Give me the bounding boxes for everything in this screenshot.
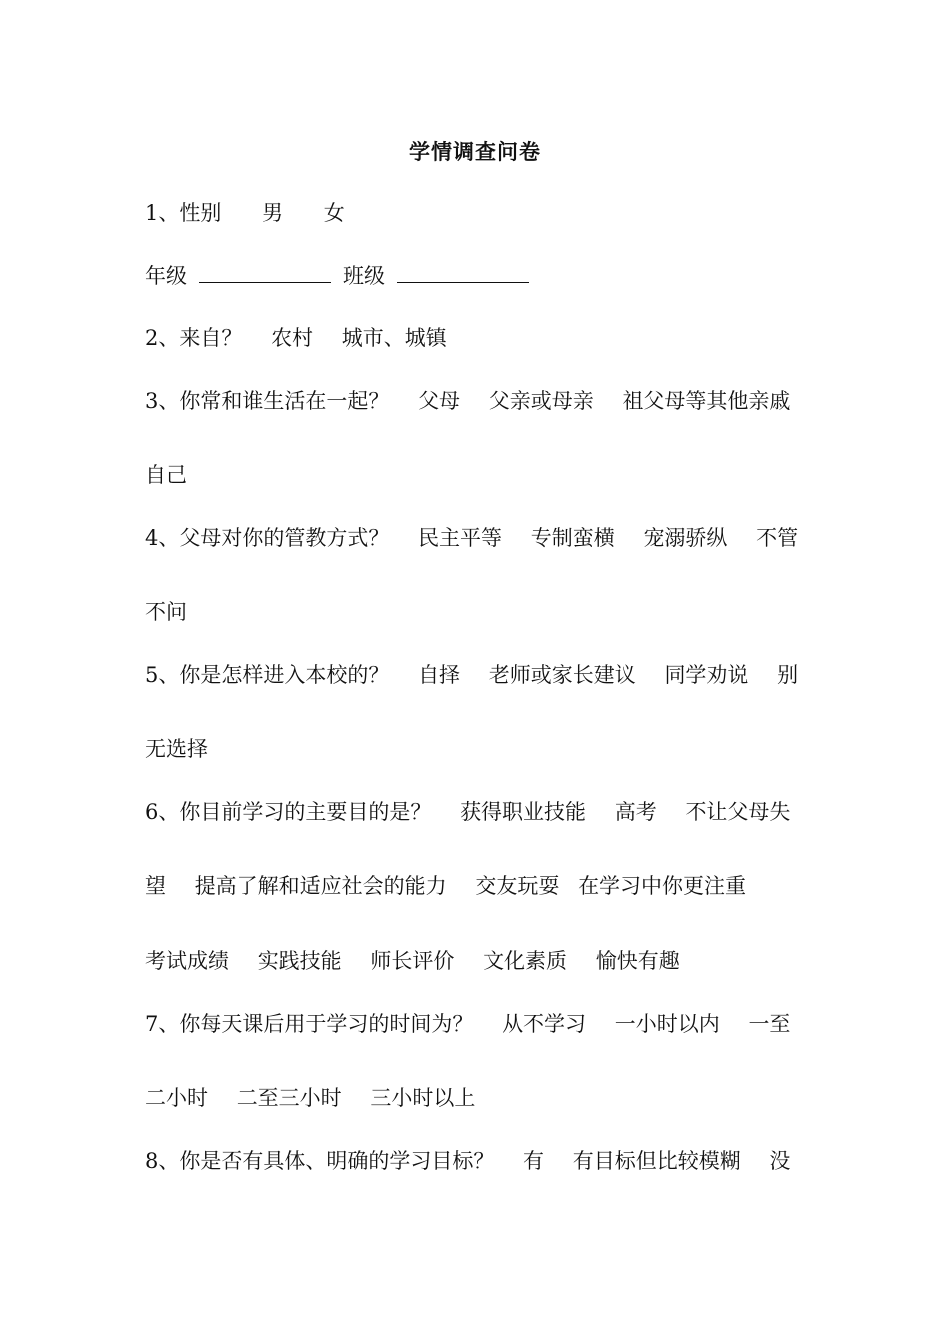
option-teacher-evaluation[interactable]: 师长评价 <box>370 949 455 973</box>
question-5-cont <box>145 734 815 764</box>
option-no-choice-part2[interactable]: 无选择 <box>145 737 208 761</box>
option-one-to-two-hours-part2[interactable]: 二小时 <box>145 1086 208 1110</box>
option-college-exam[interactable]: 高考 <box>614 800 657 824</box>
page-title: 学情调查问卷 <box>409 139 541 164</box>
option-teacher-parent-advice[interactable]: 老师或家长建议 <box>488 663 636 687</box>
question-6-label: 6、你目前学习的主要目的是？ <box>145 800 432 824</box>
grade-class-row <box>145 261 815 291</box>
option-practical-skills[interactable]: 实践技能 <box>257 949 342 973</box>
option-authoritarian[interactable]: 专制蛮横 <box>530 526 615 550</box>
option-not-disappoint-parents-part1[interactable]: 不让父母失 <box>685 800 791 824</box>
option-neglect-part1[interactable]: 不管 <box>756 526 799 550</box>
option-father-or-mother[interactable]: 父亲或母亲 <box>488 389 594 413</box>
question-4-cont <box>145 597 815 627</box>
option-female[interactable]: 女 <box>323 201 345 225</box>
option-classmate-persuasion[interactable]: 同学劝说 <box>664 663 749 687</box>
option-under-one-hour[interactable]: 一小时以内 <box>614 1012 720 1036</box>
class-label: 班级 <box>343 264 385 288</box>
option-grandparents-relatives[interactable]: 祖父母等其他亲戚 <box>622 389 791 413</box>
question-2 <box>145 323 815 353</box>
class-blank[interactable] <box>397 262 529 283</box>
option-vocational-skills[interactable]: 获得职业技能 <box>460 800 587 824</box>
question-1-label: 1、性别 <box>145 201 222 225</box>
question-8 <box>145 1146 815 1176</box>
question-4 <box>145 523 815 553</box>
option-no-goal[interactable]: 没 <box>769 1149 791 1173</box>
option-one-to-two-hours-part1[interactable]: 一至 <box>748 1012 791 1036</box>
question-2-label: 2、来自？ <box>145 326 243 350</box>
option-democratic[interactable]: 民主平等 <box>418 526 503 550</box>
option-cultural-quality[interactable]: 文化素质 <box>483 949 568 973</box>
option-not-disappoint-parents-part2[interactable]: 望 <box>145 874 166 898</box>
option-has-goal[interactable]: 有 <box>523 1149 545 1173</box>
question-4-label: 4、父母对你的管教方式？ <box>145 526 390 550</box>
question-6-sub-label: 在学习中你更注重 <box>578 874 747 898</box>
question-3-cont <box>145 460 815 490</box>
question-6-cont <box>145 871 815 901</box>
option-two-to-three-hours[interactable]: 二至三小时 <box>236 1086 342 1110</box>
option-enjoyable[interactable]: 愉快有趣 <box>595 949 680 973</box>
grade-blank[interactable] <box>199 262 331 283</box>
option-self-choice[interactable]: 自择 <box>418 663 461 687</box>
question-3 <box>145 386 815 416</box>
option-indulgent[interactable]: 宠溺骄纵 <box>643 526 728 550</box>
option-exam-scores[interactable]: 考试成绩 <box>145 949 229 973</box>
option-over-three-hours[interactable]: 三小时以上 <box>370 1086 476 1110</box>
option-neglect-part2[interactable]: 不问 <box>145 600 187 624</box>
option-parents[interactable]: 父母 <box>418 389 461 413</box>
option-self[interactable]: 自己 <box>145 463 187 487</box>
question-8-label: 8、你是否有具体、明确的学习目标？ <box>145 1149 495 1173</box>
option-male[interactable]: 男 <box>262 201 284 225</box>
question-5-label: 5、你是怎样进入本校的？ <box>145 663 390 687</box>
question-7 <box>145 1009 815 1039</box>
question-1 <box>145 198 815 228</box>
question-5 <box>145 660 815 690</box>
question-6 <box>145 797 815 827</box>
option-rural[interactable]: 农村 <box>271 326 314 350</box>
question-7-cont <box>145 1083 815 1113</box>
question-7-label: 7、你每天课后用于学习的时间为？ <box>145 1012 474 1036</box>
option-social-adaptation[interactable]: 提高了解和适应社会的能力 <box>194 874 447 898</box>
option-socializing[interactable]: 交友玩耍 <box>475 874 560 898</box>
grade-label: 年级 <box>145 264 187 288</box>
question-3-label: 3、你常和谁生活在一起？ <box>145 389 390 413</box>
option-vague-goal[interactable]: 有目标但比较模糊 <box>572 1149 741 1173</box>
option-never-study[interactable]: 从不学习 <box>502 1012 587 1036</box>
question-6-sub-options <box>145 946 815 976</box>
option-no-choice-part1[interactable]: 别 <box>777 663 799 687</box>
option-urban[interactable]: 城市、城镇 <box>341 326 447 350</box>
